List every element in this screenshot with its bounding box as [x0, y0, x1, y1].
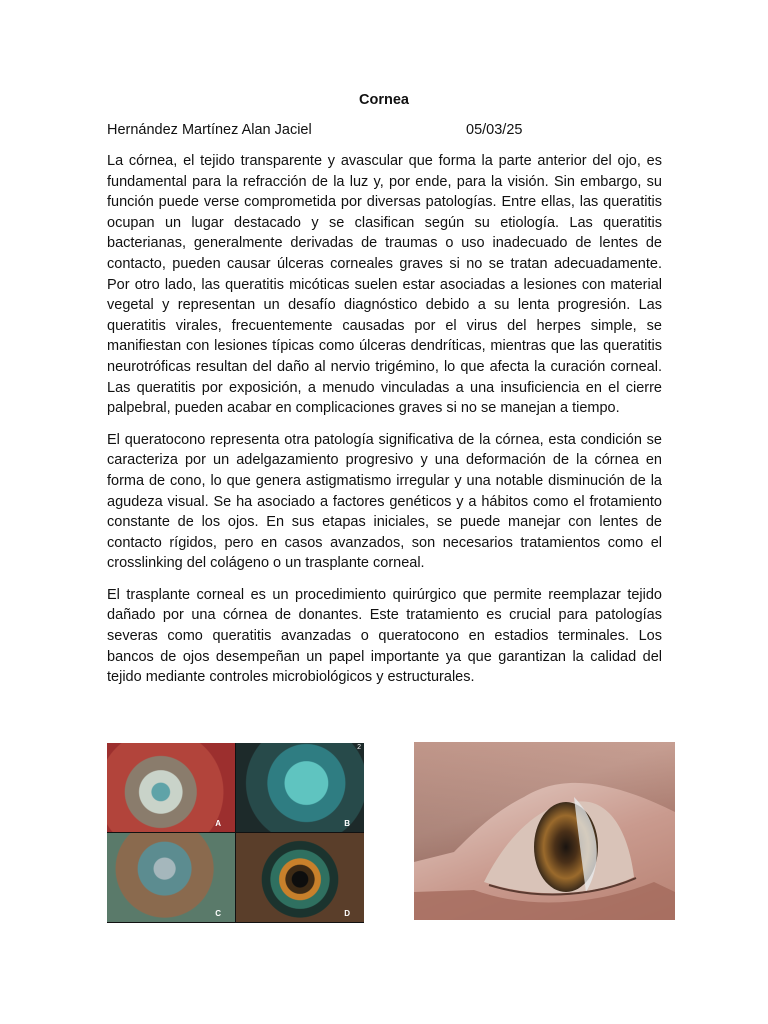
- figure-panel-c: [107, 833, 235, 922]
- keratoconus-eye-photo: [414, 742, 675, 920]
- paragraph-queratocono: El queratocono representa otra patología significativa de la córnea, esta condición se caracteriza por un adelgazamiento progresivo y una deformación de la córnea en forma de cono, lo que genera astigmatismo irregular y una notable disminución de la agudeza visual. Se ha asociado a factores genéticos y a hábitos como el frotamiento constante de los ojos. En sus etapas iniciales, se puede manejar con lentes de contacto rígidos, pero en casos avanzados, son necesarios tratamientos como el crosslinking del colágeno o un trasplante corneal.: [107, 431, 662, 572]
- panel-label: D: [344, 909, 350, 918]
- keratitis-figure-grid: [107, 743, 364, 923]
- panel-label: A: [215, 819, 221, 828]
- paragraph-queratitis: La córnea, el tejido transparente y avascular que forma la parte anterior del ojo, es fundamental para la refracción de la luz y, por ende, para la visión. Sin embargo, su función puede verse comprometida por diversas patologías. Entre ellas, las queratitis ocupan un lugar destacado y se clasifican según su etiología. Las queratitis bacterianas, generalmente derivadas de traumas o uso inadecuado de lentes de contacto, pueden causar úlceras corneales graves si no se tratan adecuadamente. Por otro lado, las queratitis micóticas suelen estar asociadas a lesiones con material vegetal y representan un desafío diagnóstico debido a su lenta progresión. Las queratitis virales, frecuentemente causadas por el virus del herpes simple, se manifiestan con lesiones típicas como úlceras dendríticas, mientras que las queratitis neurotróficas resultan del daño al nervio trigémino, lo que afecta la curación corneal. Las queratitis por exposición, a menudo vinculadas a una insuficiencia en el cierre palpebral, pueden acabar en complicaciones graves si no se manejan a tiempo.: [107, 153, 662, 417]
- author-name: Hernández Martínez Alan Jaciel: [107, 122, 312, 138]
- paragraph-trasplante: El trasplante corneal es un procedimiento quirúrgico que permite reemplazar tejido dañado por una córnea de donantes. Este tratamiento es crucial para patologías severas como queratitis avanzadas o queratocono en estadios terminales. Los bancos de ojos desempeñan un papel importante ya que garantizan la calidad del tejido mediante controles microbiológicos y estructurales.: [107, 586, 662, 686]
- document-date: 05/03/25: [466, 122, 523, 138]
- panel-label: B: [344, 819, 350, 828]
- figure-panel-d: [236, 833, 364, 922]
- document-body: [107, 151, 662, 699]
- figure-panel-a: [107, 743, 235, 832]
- figure-panel-b: [236, 743, 364, 832]
- figure-number: 2: [357, 744, 361, 751]
- document-title: Cornea: [359, 92, 409, 108]
- eye-illustration: [414, 742, 675, 920]
- panel-label: C: [215, 909, 221, 918]
